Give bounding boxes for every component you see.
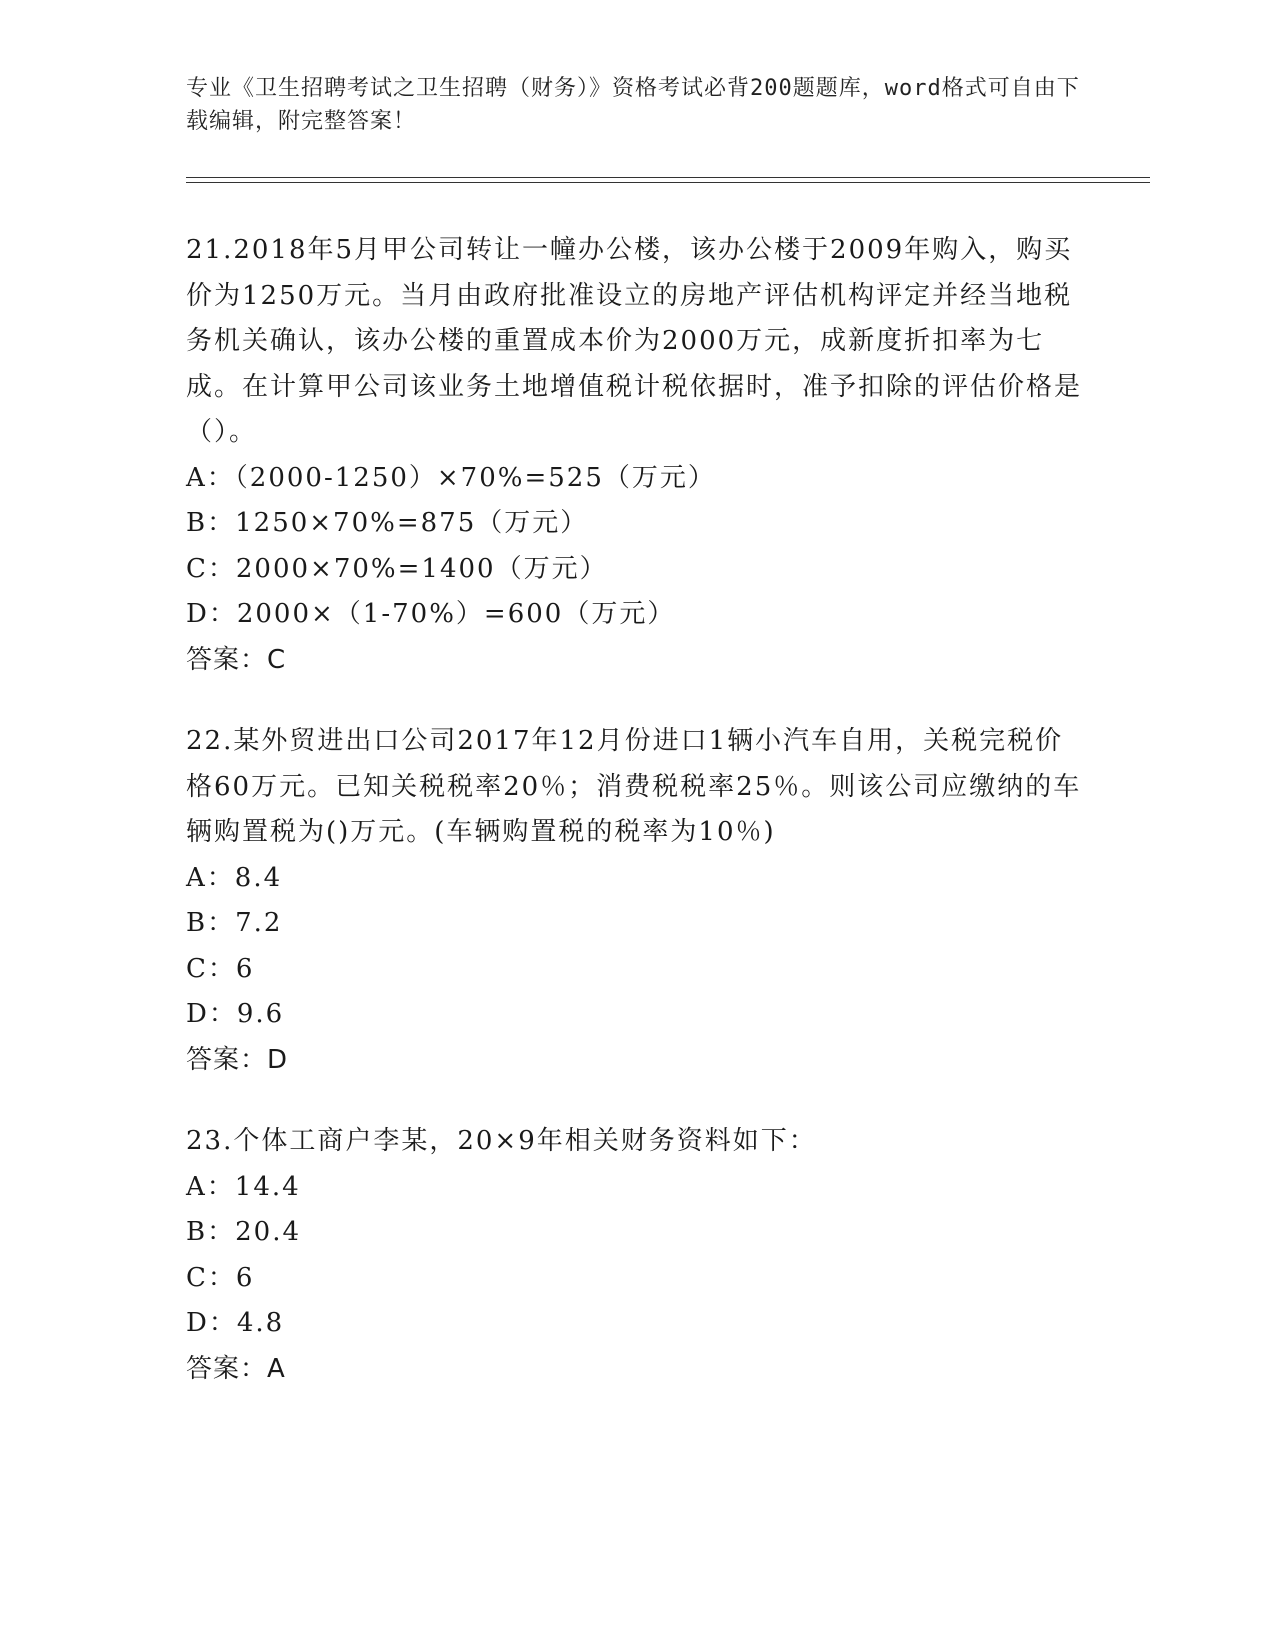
option-c: C：6: [186, 1262, 255, 1293]
question-text: 21.2018年5月甲公司转让一幢办公楼，该办公楼于2009年购入，购买价为1250万元。当月由政府批准设立的房地产评估机构评定并经当地税务机关确认，该办公楼的重置成本价为2000万元，成新度折扣率为七成。在计算甲公司该业务土地增值税计税依据时，准予扣除的评估价格是（）。: [186, 235, 1083, 447]
question-22: [186, 719, 1086, 1083]
option-c: C：2000×70%=1400（万元）: [186, 553, 608, 584]
option-a: A：（2000-1250）×70%=525（万元）: [186, 462, 716, 493]
header-divider-bottom: [186, 182, 1150, 183]
question-text: 23.个体工商户李某，20×9年相关财务资料如下：: [186, 1126, 817, 1156]
option-d: D：9.6: [186, 999, 285, 1029]
option-a: A：8.4: [186, 862, 283, 893]
answer-line: 答案：A: [186, 1353, 286, 1384]
option-b: B：20.4: [186, 1217, 301, 1247]
option-b: B：1250×70%=875（万元）: [186, 508, 589, 538]
question-21: [186, 228, 1086, 683]
question-text: 22.某外贸进出口公司2017年12月份进口1辆小汽车自用，关税完税价格60万元。已知关税税率20％；消费税税率25％。则该公司应缴纳的车辆购置税为()万元。(车辆购置税的税率为10％): [186, 726, 1082, 847]
option-d: D：4.8: [186, 1308, 285, 1338]
answer-line: 答案：C: [186, 644, 287, 675]
option-d: D：2000×（1-70%）=600（万元）: [186, 599, 676, 629]
option-c: C：6: [186, 953, 255, 984]
header-divider-top: [186, 177, 1150, 178]
question-list: [186, 228, 1086, 1428]
question-23: [186, 1119, 1086, 1392]
option-b: B：7.2: [186, 908, 283, 938]
answer-line: 答案：D: [186, 1044, 289, 1075]
page-header: 专业《卫生招聘考试之卫生招聘（财务）》资格考试必背200题题库，word格式可自由下载编辑，附完整答案！: [186, 76, 1080, 134]
option-a: A：14.4: [186, 1171, 301, 1202]
